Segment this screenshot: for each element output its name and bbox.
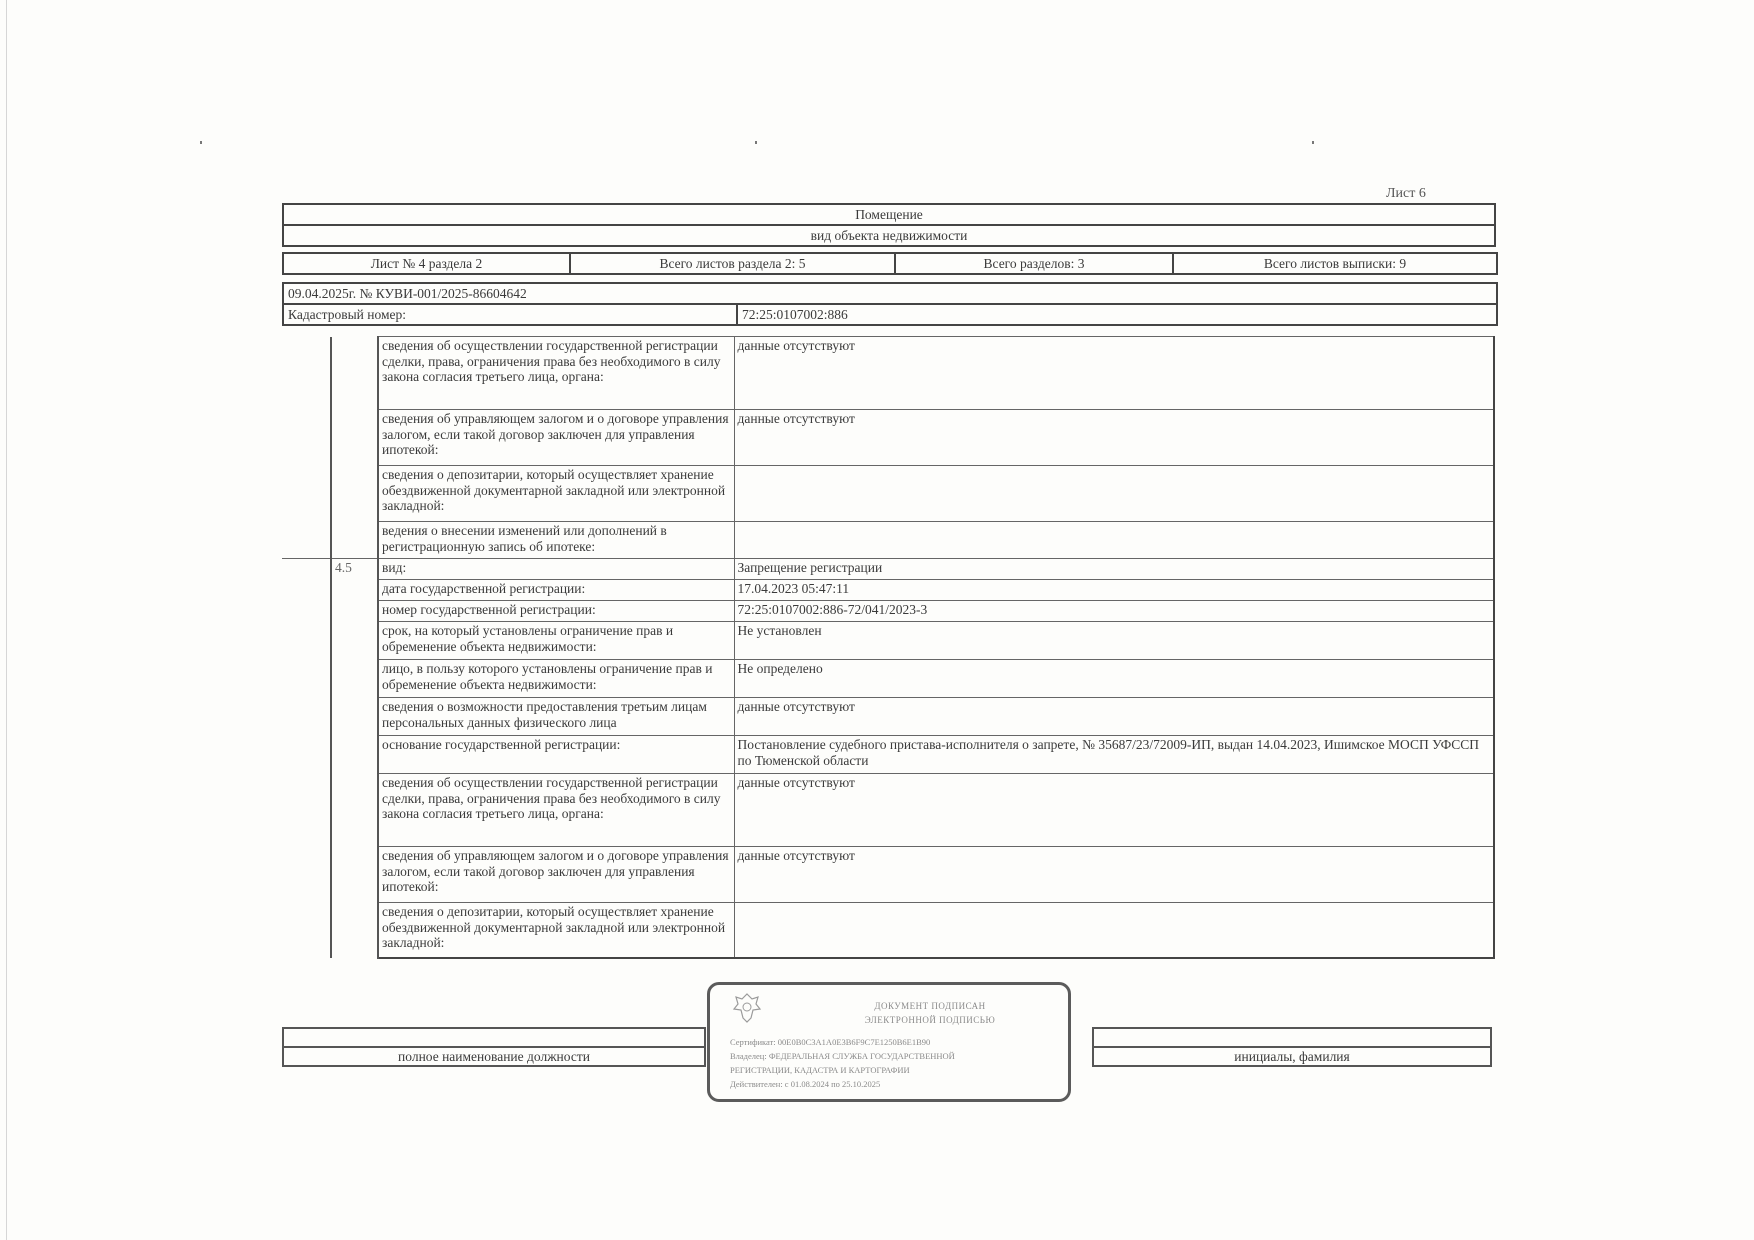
- cadastral-number-value: 72:25:0107002:886: [737, 304, 1497, 325]
- row-value: данные отсутствуют: [734, 774, 1494, 847]
- row-margin-cell: [282, 903, 331, 958]
- extract-date-number: 09.04.2025г. № КУВИ-001/2025-86604642: [283, 283, 1497, 304]
- row-label: вид:: [378, 559, 734, 580]
- row-margin-cell: [282, 410, 331, 466]
- table-row: [282, 522, 1494, 559]
- stamp-owner-2: РЕГИСТРАЦИИ, КАДАСТРА И КАРТОГРАФИИ: [730, 1065, 910, 1075]
- row-number: [331, 903, 378, 958]
- table-row: [282, 601, 1494, 622]
- row-value: [734, 522, 1494, 559]
- row-number: [331, 622, 378, 660]
- row-value: 17.04.2023 05:47:11: [734, 580, 1494, 601]
- table-row: [282, 847, 1494, 903]
- row-value: Постановление судебного пристава-исполнителя о запрете, № 35687/23/72009-ИП, выдан 14.04.2023, Ишимское МОСП УФССП по Тюменской области: [734, 736, 1494, 774]
- row-label: сведения об осуществлении государственной регистрации сделки, права, ограничения права без необходимого в силу закона согласия третьего лица, органа:: [378, 774, 734, 847]
- table-row: [282, 337, 1494, 410]
- row-label: дата государственной регистрации:: [378, 580, 734, 601]
- row-number: [331, 736, 378, 774]
- sheet-info-table: [282, 252, 1498, 275]
- row-value: [734, 903, 1494, 958]
- table-row: [282, 466, 1494, 522]
- row-margin-cell: [282, 774, 331, 847]
- row-number: [331, 410, 378, 466]
- row-number: [331, 337, 378, 410]
- row-value: данные отсутствуют: [734, 410, 1494, 466]
- row-margin-cell: [282, 522, 331, 559]
- row-value: данные отсутствуют: [734, 847, 1494, 903]
- row-number: [331, 660, 378, 698]
- sheet-of-section: Лист № 4 раздела 2: [283, 253, 570, 274]
- row-label: лицо, в пользу которого установлены ограничение прав и обременение объекта недвижимости:: [378, 660, 734, 698]
- electronic-signature-stamp: [707, 982, 1071, 1102]
- stamp-owner: Владелец: ФЕДЕРАЛЬНАЯ СЛУЖБА ГОСУДАРСТВЕННОЙ: [730, 1051, 955, 1061]
- row-margin-cell: [282, 601, 331, 622]
- table-row: [282, 698, 1494, 736]
- total-sheets-extract: Всего листов выписки: 9: [1173, 253, 1497, 274]
- row-value: Не определено: [734, 660, 1494, 698]
- row-label: срок, на который установлены ограничение прав и обременение объекта недвижимости:: [378, 622, 734, 660]
- scan-speck: [755, 141, 757, 144]
- object-caption: вид объекта недвижимости: [283, 225, 1495, 246]
- total-sheets-section: Всего листов раздела 2: 5: [570, 253, 895, 274]
- sheet-number: Лист 6: [1386, 186, 1426, 201]
- row-margin-cell: [282, 580, 331, 601]
- row-number: [331, 698, 378, 736]
- row-number: [331, 466, 378, 522]
- row-value: данные отсутствуют: [734, 337, 1494, 410]
- row-number: [331, 580, 378, 601]
- name-cell: [1093, 1028, 1491, 1047]
- encumbrance-table: [282, 336, 1495, 959]
- row-margin-cell: [282, 559, 331, 580]
- row-label: сведения о возможности предоставления третьим лицам персональных данных физического лица: [378, 698, 734, 736]
- position-caption: полное наименование должности: [283, 1047, 705, 1066]
- row-label: сведения об управляющем залогом и о договоре управления залогом, если такой договор заключен для управления ипотекой:: [378, 410, 734, 466]
- row-margin-cell: [282, 622, 331, 660]
- row-value: 72:25:0107002:886-72/041/2023-3: [734, 601, 1494, 622]
- table-row: [282, 903, 1494, 958]
- row-value: [734, 466, 1494, 522]
- cadastral-number-label: Кадастровый номер:: [283, 304, 737, 325]
- emblem-icon: [732, 991, 762, 1025]
- row-margin-cell: [282, 337, 331, 410]
- table-row: [282, 660, 1494, 698]
- stamp-certificate: Сертификат: 00E0B0C3A1A0E3B6F9C7E1250B6E1B90: [730, 1037, 931, 1047]
- scan-speck: [1312, 141, 1314, 144]
- row-value: данные отсутствуют: [734, 698, 1494, 736]
- table-row: [282, 410, 1494, 466]
- row-number: [331, 601, 378, 622]
- table-row: [282, 736, 1494, 774]
- row-number: [331, 522, 378, 559]
- row-value: Не установлен: [734, 622, 1494, 660]
- stamp-validity: Действителен: с 01.08.2024 по 25.10.2025: [730, 1079, 881, 1089]
- table-row: [282, 622, 1494, 660]
- table-row: [282, 580, 1494, 601]
- stamp-title-2: ЭЛЕКТРОННОЙ ПОДПИСЬЮ: [864, 1015, 996, 1025]
- total-sections: Всего разделов: 3: [895, 253, 1173, 274]
- row-label: сведения о депозитарии, который осуществляет хранение обездвиженной документарной закладной или электронной закладной:: [378, 903, 734, 958]
- row-label: основание государственной регистрации:: [378, 736, 734, 774]
- name-caption: инициалы, фамилия: [1093, 1047, 1491, 1066]
- row-label: сведения об управляющем залогом и о договоре управления залогом, если такой договор заключен для управления ипотекой:: [378, 847, 734, 903]
- scan-speck: [200, 141, 202, 144]
- row-number: 4.5: [331, 559, 378, 580]
- row-value: Запрещение регистрации: [734, 559, 1494, 580]
- row-margin-cell: [282, 698, 331, 736]
- row-margin-cell: [282, 847, 331, 903]
- scan-edge-line: [6, 0, 7, 1240]
- extract-info-table: [282, 282, 1498, 326]
- object-name: Помещение: [283, 204, 1495, 225]
- row-label: номер государственной регистрации:: [378, 601, 734, 622]
- position-cell: [283, 1028, 705, 1047]
- row-margin-cell: [282, 660, 331, 698]
- table-row: [282, 559, 1494, 580]
- object-type-header: [282, 203, 1496, 247]
- stamp-title-1: ДОКУМЕНТ ПОДПИСАН: [874, 1001, 986, 1011]
- row-margin-cell: [282, 736, 331, 774]
- row-number: [331, 774, 378, 847]
- row-number: [331, 847, 378, 903]
- row-label: сведения об осуществлении государственной регистрации сделки, права, ограничения права без необходимого в силу закона согласия третьего лица, органа:: [378, 337, 734, 410]
- table-row: [282, 774, 1494, 847]
- row-label: сведения о депозитарии, который осуществляет хранение обездвиженной документарной закладной или электронной закладной:: [378, 466, 734, 522]
- row-label: ведения о внесении изменений или дополнений в регистрационную запись об ипотеке:: [378, 522, 734, 559]
- row-margin-cell: [282, 466, 331, 522]
